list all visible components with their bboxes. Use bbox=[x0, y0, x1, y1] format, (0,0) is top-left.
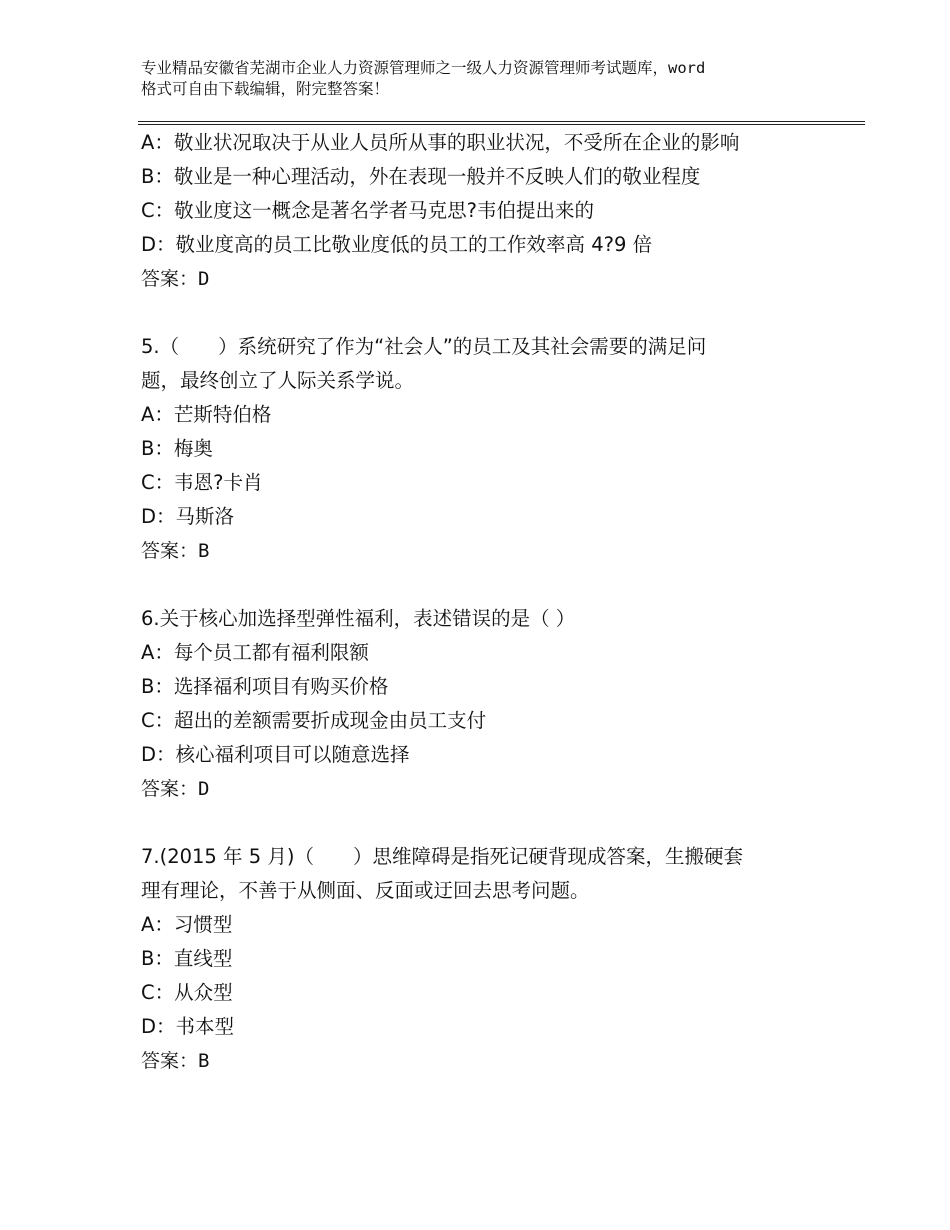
option-c: C：敬业度这一概念是著名学者马克思?韦伯提出来的 bbox=[141, 199, 594, 222]
option-d: D：核心福利项目可以随意选择 bbox=[141, 743, 410, 766]
question-6 bbox=[141, 602, 841, 806]
option-c: C：从众型 bbox=[141, 981, 233, 1004]
option-d: D：马斯洛 bbox=[141, 505, 235, 528]
option-b: B：梅奥 bbox=[141, 437, 213, 460]
question-4 bbox=[141, 126, 841, 296]
document-header bbox=[141, 58, 841, 100]
answer-label: 答案：B bbox=[141, 1050, 210, 1072]
option-b: B：敬业是一种心理活动，外在表现一般并不反映人们的敬业程度 bbox=[141, 165, 701, 188]
spacer bbox=[141, 568, 841, 602]
option-c: C：韦恩?卡肖 bbox=[141, 471, 263, 494]
option-a: A：芒斯特伯格 bbox=[141, 403, 272, 426]
question-stem-line-1: 7.(2015 年 5 月)（ ）思维障碍是指死记硬背现成答案，生搬硬套 bbox=[141, 845, 743, 868]
header-title-line-2: 格式可自由下载编辑，附完整答案！ bbox=[141, 80, 390, 98]
header-title-line-1: 专业精品安徽省芜湖市企业人力资源管理师之一级人力资源管理师考试题库，word bbox=[141, 59, 706, 77]
question-7 bbox=[141, 840, 841, 1078]
spacer bbox=[141, 296, 841, 330]
option-a: A：习惯型 bbox=[141, 913, 233, 936]
option-d: D：书本型 bbox=[141, 1015, 235, 1038]
option-a: A：每个员工都有福利限额 bbox=[141, 641, 369, 664]
answer-label: 答案：D bbox=[141, 268, 210, 290]
question-stem-line-1: 5.（ ）系统研究了作为“社会人”的员工及其社会需要的满足问 bbox=[141, 335, 707, 358]
answer-label: 答案：B bbox=[141, 540, 210, 562]
question-stem-line-1: 6.关于核心加选择型弹性福利，表述错误的是（ ） bbox=[141, 607, 576, 630]
question-stem-line-2: 理有理论，不善于从侧面、反面或迂回去思考问题。 bbox=[141, 879, 590, 902]
header-divider-top bbox=[138, 121, 865, 122]
question-stem-line-2: 题，最终创立了人际关系学说。 bbox=[141, 369, 415, 392]
spacer bbox=[141, 806, 841, 840]
option-b: B：直线型 bbox=[141, 947, 233, 970]
option-c: C：超出的差额需要折成现金由员工支付 bbox=[141, 709, 487, 732]
answer-label: 答案：D bbox=[141, 778, 210, 800]
option-b: B：选择福利项目有购买价格 bbox=[141, 675, 389, 698]
option-d: D：敬业度高的员工比敬业度低的员工的工作效率高 4?9 倍 bbox=[141, 233, 653, 256]
header-divider-bottom bbox=[138, 124, 865, 125]
question-list bbox=[141, 126, 841, 1078]
question-5 bbox=[141, 330, 841, 568]
option-a: A：敬业状况取决于从业人员所从事的职业状况，不受所在企业的影响 bbox=[141, 131, 740, 154]
